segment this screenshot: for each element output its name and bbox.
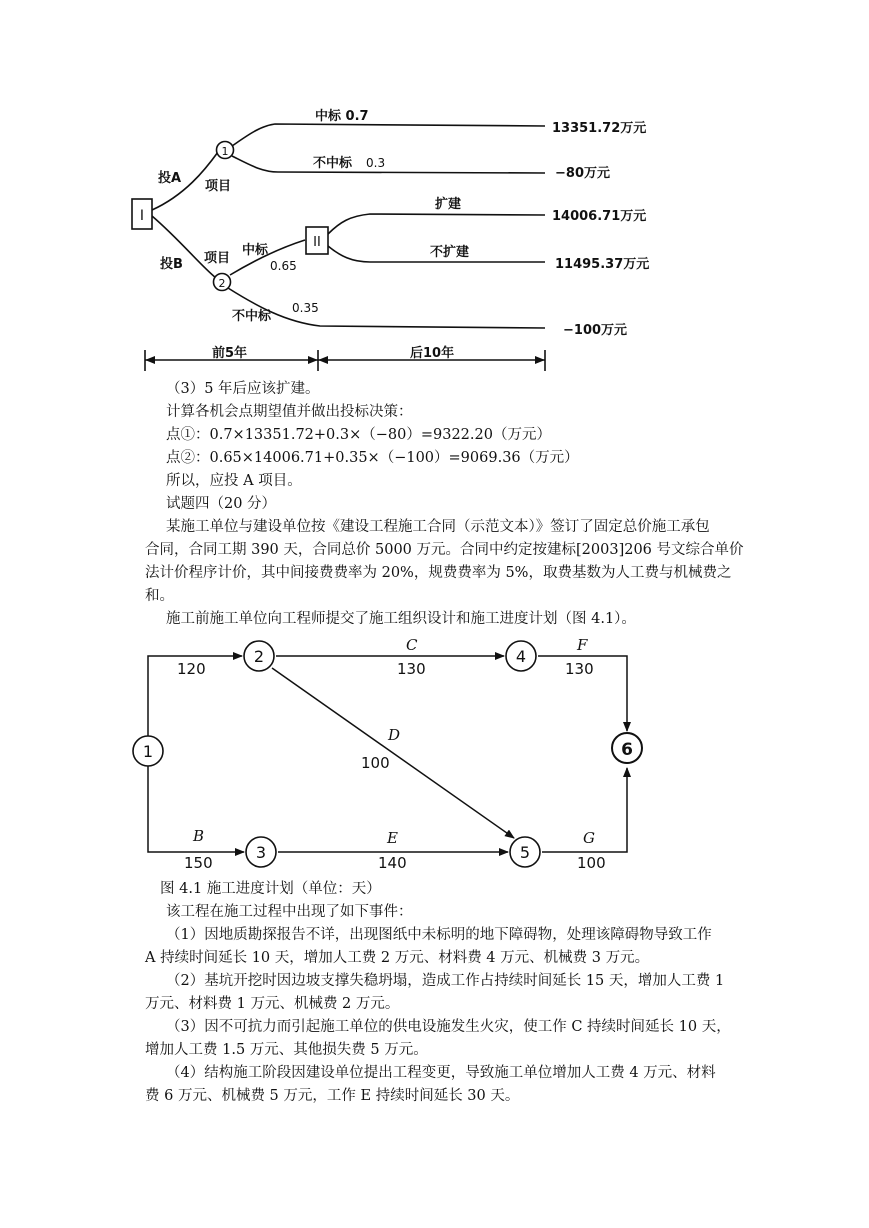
activity-c-name: C — [406, 636, 418, 654]
activity-f-duration: 130 — [565, 660, 594, 678]
activity-a-duration: 120 — [177, 660, 206, 678]
chance-node-2-label: 2 — [218, 277, 226, 290]
text-line: 点①：0.7×13351.72+0.3×（−80）=9322.20（万元） — [166, 427, 551, 443]
figure-caption: 图 4.1 施工进度计划（单位：天） — [160, 881, 381, 897]
network-node-6-label: 6 — [621, 740, 633, 760]
activity-c-duration: 130 — [397, 660, 426, 678]
decision-node-II-label: II — [313, 235, 321, 250]
paragraph-line: 某施工单位与建设单位按《建设工程施工合同（示范文本）》签订了固定总价施工承包 — [166, 519, 710, 535]
event-line: A 持续时间延长 10 天，增加人工费 2 万元、材料费 4 万元、机械费 3 万元。 — [145, 950, 650, 966]
text-line: （3）5 年后应该扩建。 — [166, 381, 320, 397]
text-line: 点②：0.65×14006.71+0.35×（−100）=9069.36（万元） — [166, 450, 579, 466]
text-line: 施工前施工单位向工程师提交了施工组织设计和施工进度计划（图 4.1）。 — [166, 611, 636, 627]
lose-a-prob: 0.3 — [366, 156, 386, 170]
event-line: 增加人工费 1.5 万元、其他损失费 5 万元。 — [145, 1042, 428, 1058]
event-line: （4）结构施工阶段因建设单位提出工程变更，导致施工单位增加人工费 4 万元、材料 — [166, 1065, 716, 1081]
outcome-value-5: −100万元 — [563, 323, 628, 338]
win-b-label: 中标 — [242, 243, 269, 258]
win-b-prob: 0.65 — [270, 259, 297, 273]
event-line: 费 6 万元、机械费 5 万元，工作 E 持续时间延长 30 天。 — [145, 1088, 520, 1104]
activity-g-name: G — [583, 829, 595, 847]
branch-bid-a-label: 投A — [158, 171, 182, 186]
chance-node-1-label: 1 — [221, 145, 229, 158]
branch-bid-a-sub: 项目 — [205, 179, 232, 194]
outcome-value-1: 13351.72万元 — [552, 121, 647, 136]
branch-bid-b-label: 投B — [160, 257, 183, 272]
network-node-5-label: 5 — [519, 843, 531, 862]
event-line: （1）因地质勘探报告不详，出现图纸中未标明的地下障碍物，处理该障碍物导致工作 — [166, 927, 712, 943]
decision-node-I-label: I — [139, 208, 145, 224]
outcome-value-3: 14006.71万元 — [552, 209, 647, 224]
event-line: （2）基坑开挖时因边坡支撑失稳坍塌，造成工作占持续时间延长 15 天，增加人工费 1 — [166, 973, 725, 989]
no-expand-label: 不扩建 — [430, 245, 470, 260]
lose-b-label: 不中标 — [232, 309, 272, 324]
lose-a-label: 不中标 — [313, 156, 353, 171]
network-node-4-label: 4 — [515, 647, 527, 666]
activity-g-duration: 100 — [577, 854, 606, 872]
paragraph-line: 法计价程序计价，其中间接费费率为 20%，规费费率为 5%，取费基数为人工费与机械费之 — [145, 565, 732, 581]
period-second-label: 后10年 — [410, 346, 455, 361]
network-node-1-label: 1 — [142, 742, 154, 761]
activity-d-duration: 100 — [361, 754, 390, 772]
lose-b-prob: 0.35 — [292, 301, 319, 315]
activity-f-name: F — [577, 636, 588, 654]
text-line: 所以，应投 A 项目。 — [166, 473, 302, 489]
activity-d-name: D — [388, 726, 401, 744]
activity-e-duration: 140 — [378, 854, 407, 872]
section-heading: 试题四（20 分） — [166, 496, 277, 512]
activity-b-duration: 150 — [184, 854, 213, 872]
period-first-label: 前5年 — [212, 346, 248, 361]
network-node-2-label: 2 — [253, 647, 265, 666]
text-line: 计算各机会点期望值并做出投标决策： — [166, 404, 413, 420]
branch-bid-b-sub: 项目 — [204, 251, 231, 266]
activity-e-name: E — [387, 829, 398, 847]
text-line: 该工程在施工过程中出现了如下事件： — [166, 904, 413, 920]
win-a-label: 中标 0.7 — [315, 109, 369, 124]
network-node-3-label: 3 — [255, 843, 267, 862]
paragraph-line: 和。 — [145, 588, 174, 604]
outcome-value-2: −80万元 — [555, 166, 610, 181]
activity-b-name: B — [193, 827, 205, 845]
event-line: 万元、材料费 1 万元、机械费 2 万元。 — [145, 996, 400, 1012]
paragraph-line: 合同，合同工期 390 天，合同总价 5000 万元。合同中约定按建标[2003]206 号文综合单价 — [145, 542, 744, 558]
expand-label: 扩建 — [435, 197, 462, 212]
event-line: （3）因不可抗力而引起施工单位的供电设施发生火灾，使工作 C 持续时间延长 10 天， — [166, 1019, 731, 1035]
outcome-value-4: 11495.37万元 — [555, 257, 650, 272]
